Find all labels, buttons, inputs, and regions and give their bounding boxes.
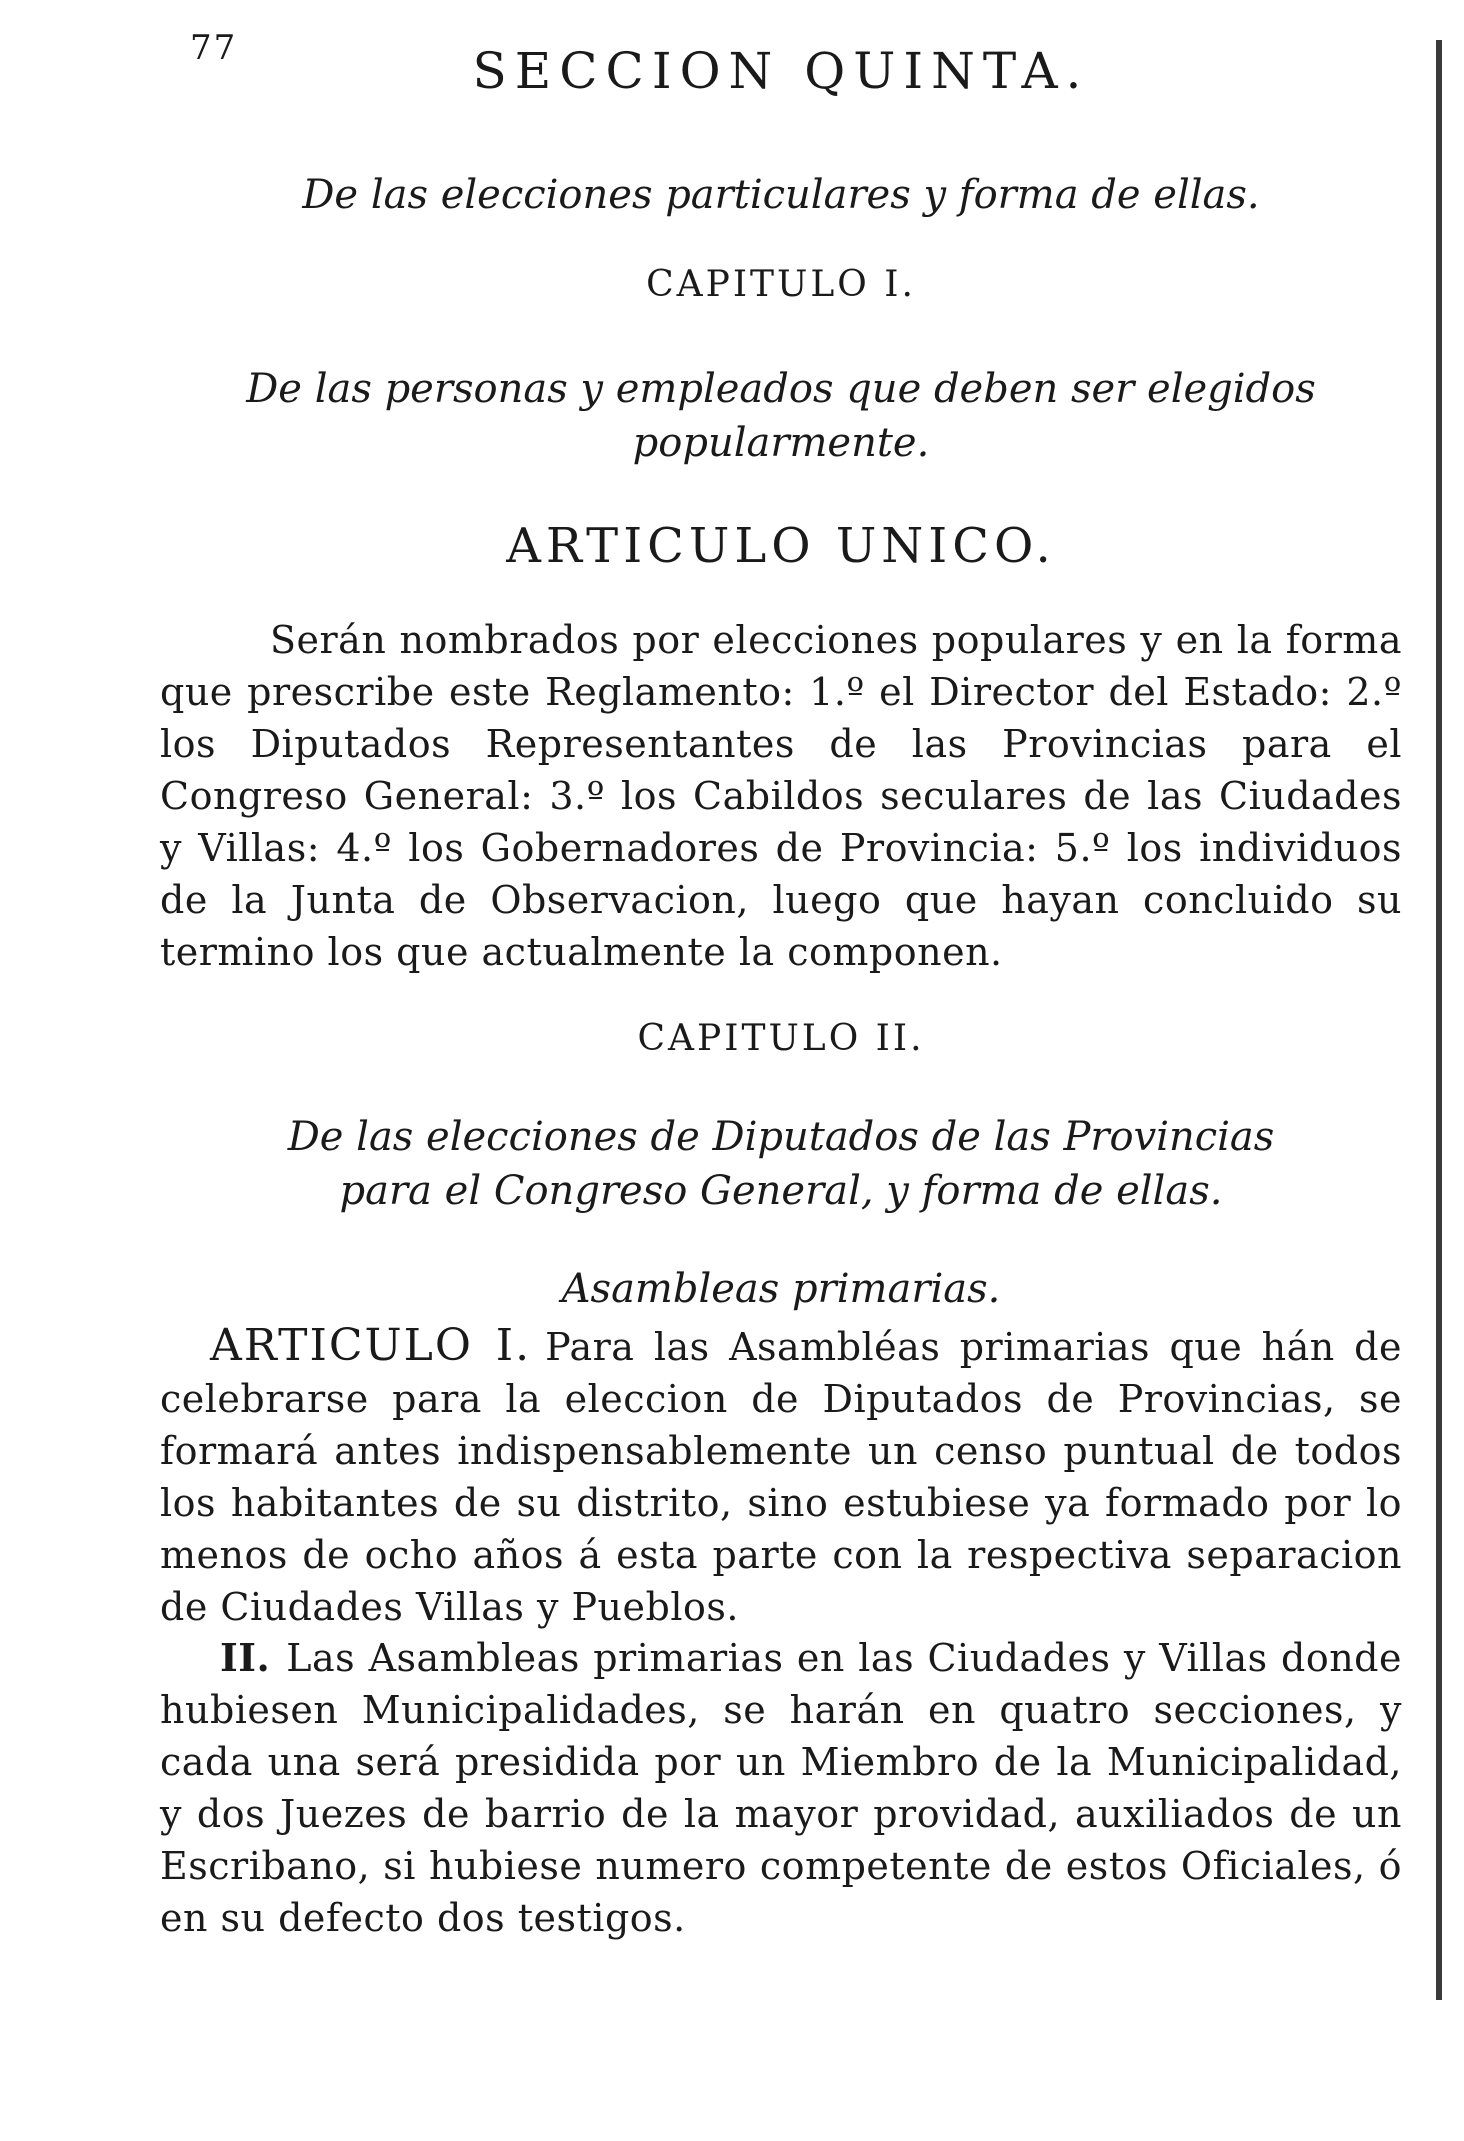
article-1-label: ARTICULO I. [210, 1320, 532, 1371]
chapter-2-subtitle-line1: De las elecciones de Diputados de las Provincias [287, 1114, 1275, 1160]
article-1-paragraph [160, 1320, 1402, 1633]
section-title: SECCION QUINTA. [472, 42, 1090, 100]
asambleas-subheading: Asambleas primarias. [561, 1266, 1001, 1312]
chapter-1-subtitle-line1: De las personas y empleados que deben ser elegidos [246, 366, 1316, 412]
article-1-text: Para las Asambléas primarias que hán de celebrarse para la eleccion de Diputados de Provincias, se formará antes indispensablemente un censo puntual de todos los habitantes de su distrito, sino estubiese ya formado por lo menos de ocho años á esta parte con la respectiva separacion de Ciudades Villas y Pueblos. [160, 1325, 1402, 1629]
page-edge-shadow [1436, 40, 1442, 2000]
chapter-2-title: CAPITULO II. [637, 1018, 925, 1059]
article-2-text: Las Asambleas primarias en las Ciudades y Villas donde hubiesen Municipalidades, se harán en quatro secciones, y cada una será presidida por un Miembro de la Municipalidad, y dos Juezes de barrio de la mayor providad, auxiliados de un Escribano, si hubiese numero competente de estos Oficiales, ó en su defecto dos testigos. [160, 1636, 1402, 1940]
article-unico-title: ARTICULO UNICO. [506, 518, 1056, 574]
article-2-paragraph [160, 1632, 1402, 1944]
article-2-label: II. [220, 1635, 271, 1680]
page-number: 77 [190, 28, 238, 68]
article-unico-text: Serán nombrados por elecciones populares y en la forma que prescribe este Reglamento: 1.º el Director del Estado: 2.º los Diputados Representantes de las Provincias para el Congreso General: 3.º los Cabildos seculares de las Ciudades y Villas: 4.º los Gobernadores de Provincia: 5.º los individuos de la Junta de Observacion, luego que hayan concluido su termino los que actualmente la componen. [160, 618, 1402, 974]
section-subtitle: De las elecciones particulares y forma de ellas. [302, 172, 1260, 218]
chapter-2-subtitle-line2: para el Congreso General, y forma de ellas. [339, 1168, 1223, 1214]
chapter-1-title: CAPITULO I. [646, 264, 916, 305]
chapter-1-subtitle-line2: popularmente. [632, 420, 930, 466]
